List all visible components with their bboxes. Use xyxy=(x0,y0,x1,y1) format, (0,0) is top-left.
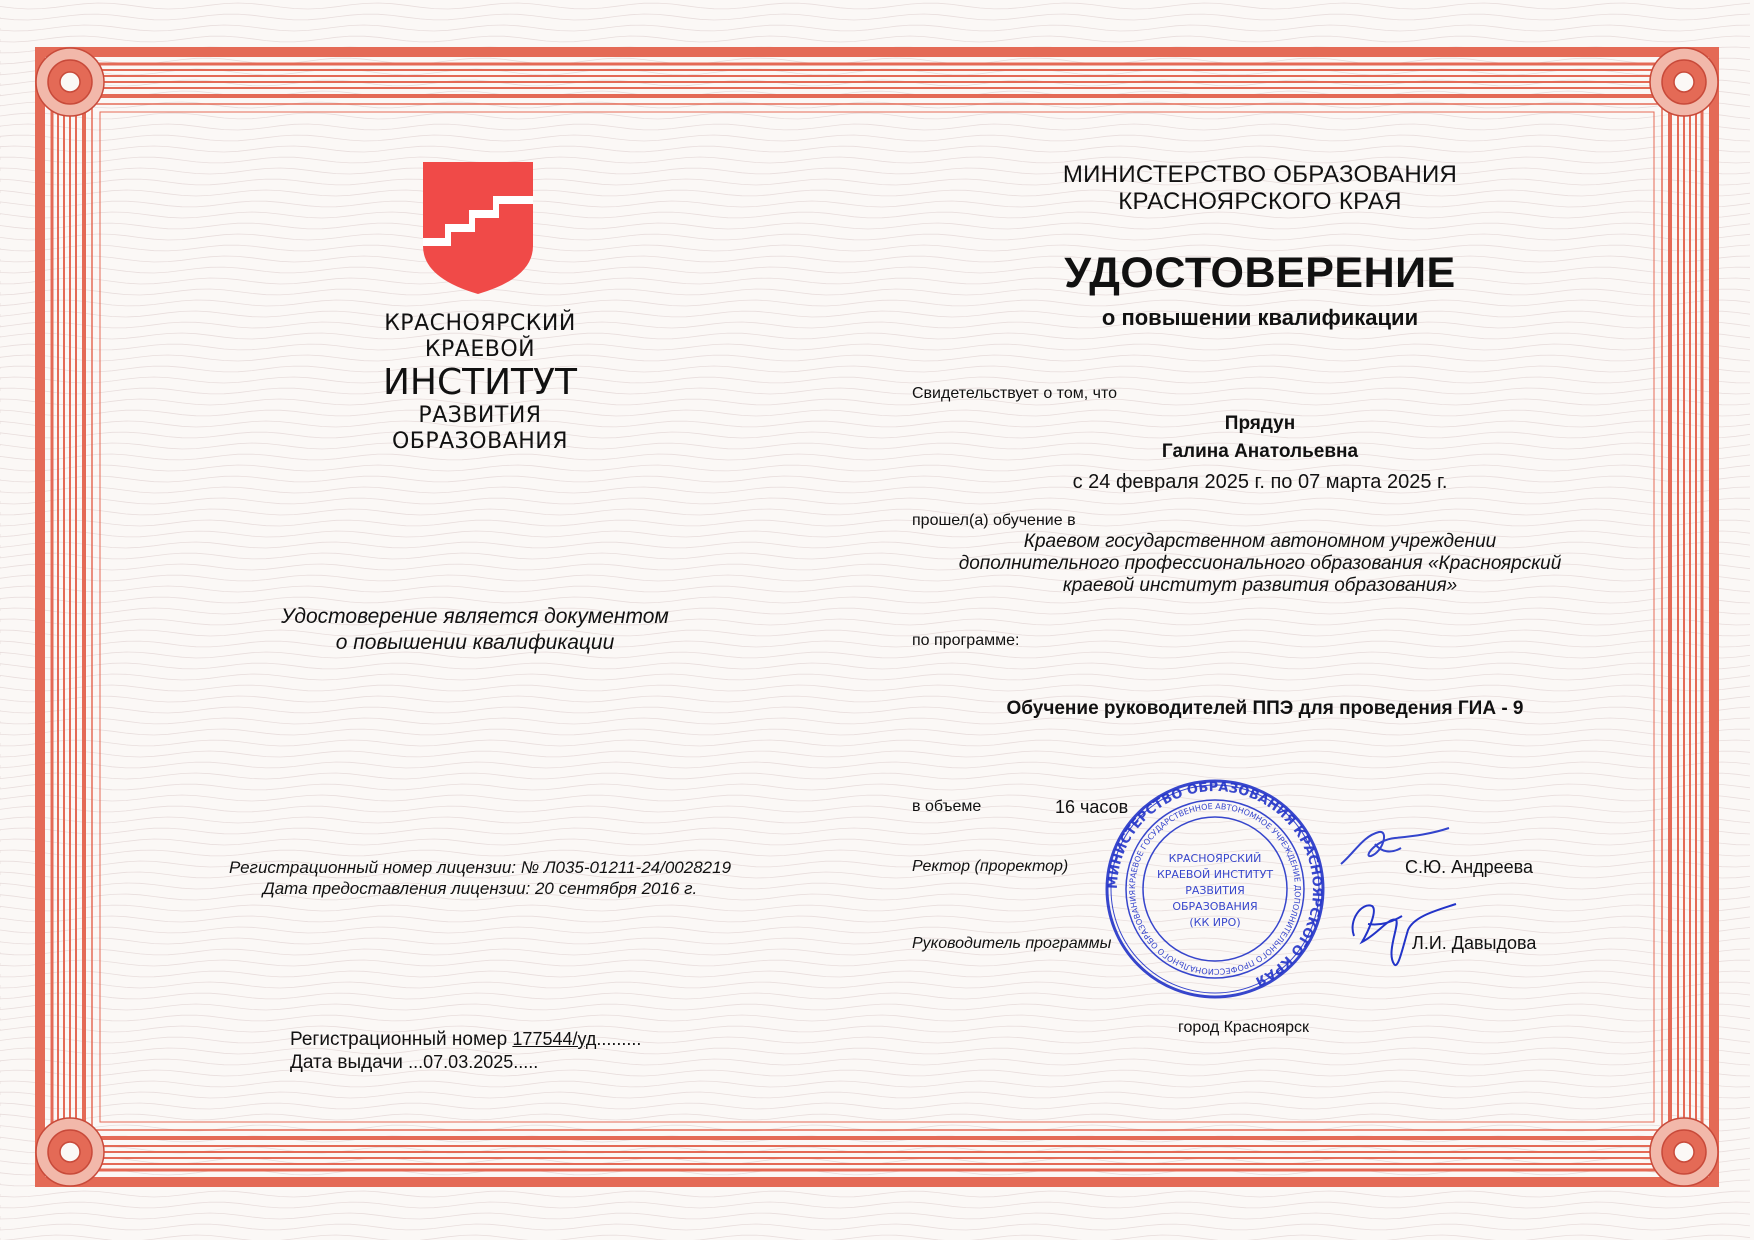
program-head-signature-icon xyxy=(1338,880,1458,972)
registration-number-row xyxy=(290,1028,710,1051)
official-stamp xyxy=(1104,778,1326,1000)
issue-date-value: 07.03.2025 xyxy=(423,1052,514,1072)
issue-date-label: Дата выдачи xyxy=(290,1052,403,1073)
institute-line-1: КРАСНОЯРСКИЙ xyxy=(384,311,576,336)
stamp-center-5: (КК ИРО) xyxy=(1189,916,1241,929)
trained-text: прошел(а) обучение в xyxy=(912,512,1076,529)
rector-name: С.Ю. Андреева xyxy=(1405,857,1534,877)
stamp-inner-text: КРАЕВОЕ ГОСУДАРСТВЕННОЕ АВТОНОМНОЕ УЧРЕЖДЕНИЕ ДОПОЛНИТЕЛЬНОГО ПРОФЕССИОНАЛЬНОГО ОБРАЗОВАНИЯ xyxy=(1127,801,1303,977)
certifies-text: Свидетельствует о том, что xyxy=(912,385,1117,402)
document-note-line-2: о повышении квалификации xyxy=(335,631,615,654)
program-name: Обучение руководителей ППЭ для проведения ГИА - 9 xyxy=(1006,698,1524,719)
registration-number-label: Регистрационный номер xyxy=(290,1029,508,1050)
training-period: с 24 февраля 2025 г. по 07 марта 2025 г. xyxy=(1072,471,1448,493)
institute-name xyxy=(300,311,660,455)
organization-line-3: краевой институт развития образования» xyxy=(1062,575,1458,596)
stamp-center-4: ОБРАЗОВАНИЯ xyxy=(1172,900,1258,913)
registration-block xyxy=(290,1028,710,1074)
rector-signature-icon xyxy=(1335,822,1455,878)
ministry-line-2: КРАСНОЯРСКОГО КРАЯ xyxy=(1118,188,1402,215)
license-info xyxy=(170,857,790,899)
document-note-line-1: Удостоверение является документом xyxy=(281,605,669,628)
issue-date-row xyxy=(290,1051,710,1074)
license-number: Регистрационный номер лицензии: № Л035-01211-24/0028219 xyxy=(228,858,732,877)
institute-line-4: РАЗВИТИЯ xyxy=(418,403,542,428)
institute-line-5: ОБРАЗОВАНИЯ xyxy=(391,429,569,454)
program-label: по программе: xyxy=(912,632,1020,649)
person-name: Галина Анатольевна xyxy=(1161,441,1359,462)
organization-line-1: Краевом государственном автономном учреждении xyxy=(1023,531,1497,552)
person-surname: Прядун xyxy=(1224,413,1296,434)
stamp-center-1: КРАСНОЯРСКИЙ xyxy=(1168,852,1262,865)
issue-date-dots-lead: ... xyxy=(408,1052,424,1072)
ministry-line-1: МИНИСТЕРСТВО ОБРАЗОВАНИЯ xyxy=(1062,161,1458,188)
organization-name xyxy=(900,531,1620,597)
license-date: Дата предоставления лицензии: 20 сентября 2016 г. xyxy=(262,879,698,898)
organization-line-2: дополнительного профессионального образования «Красноярский xyxy=(958,553,1562,574)
program-head-name: Л.И. Давыдова xyxy=(1412,933,1537,953)
certificate-subtitle: о повышении квалификации xyxy=(1101,305,1419,330)
stamp-center-2: КРАЕВОЙ ИНСТИТУТ xyxy=(1156,868,1274,881)
rector-label: Ректор (проректор) xyxy=(912,858,1069,875)
shield-logo-icon xyxy=(421,160,535,296)
ministry-header xyxy=(1000,161,1520,215)
volume-value: 16 часов xyxy=(1055,797,1129,817)
stamp-center-3: РАЗВИТИЯ xyxy=(1185,884,1245,897)
document-note xyxy=(230,604,720,656)
institute-line-3: ИНСТИТУТ xyxy=(383,362,577,403)
program-head-label: Руководитель программы xyxy=(912,935,1112,952)
registration-number-dots: ......... xyxy=(596,1029,642,1049)
issue-date-dots-tail: ..... xyxy=(513,1052,539,1072)
registration-number-value: 177544/уд xyxy=(512,1029,597,1049)
stamp-outer-text: МИНИСТЕРСТВО ОБРАЗОВАНИЯ КРАСНОЯРСКОГО КРАЯ xyxy=(1105,779,1325,989)
certificate-title: УДОСТОВЕРЕНИЕ xyxy=(1064,249,1456,297)
volume-label: в объеме xyxy=(912,798,982,815)
institute-line-2: КРАЕВОЙ xyxy=(424,337,536,362)
city: город Красноярск xyxy=(1178,1019,1310,1036)
